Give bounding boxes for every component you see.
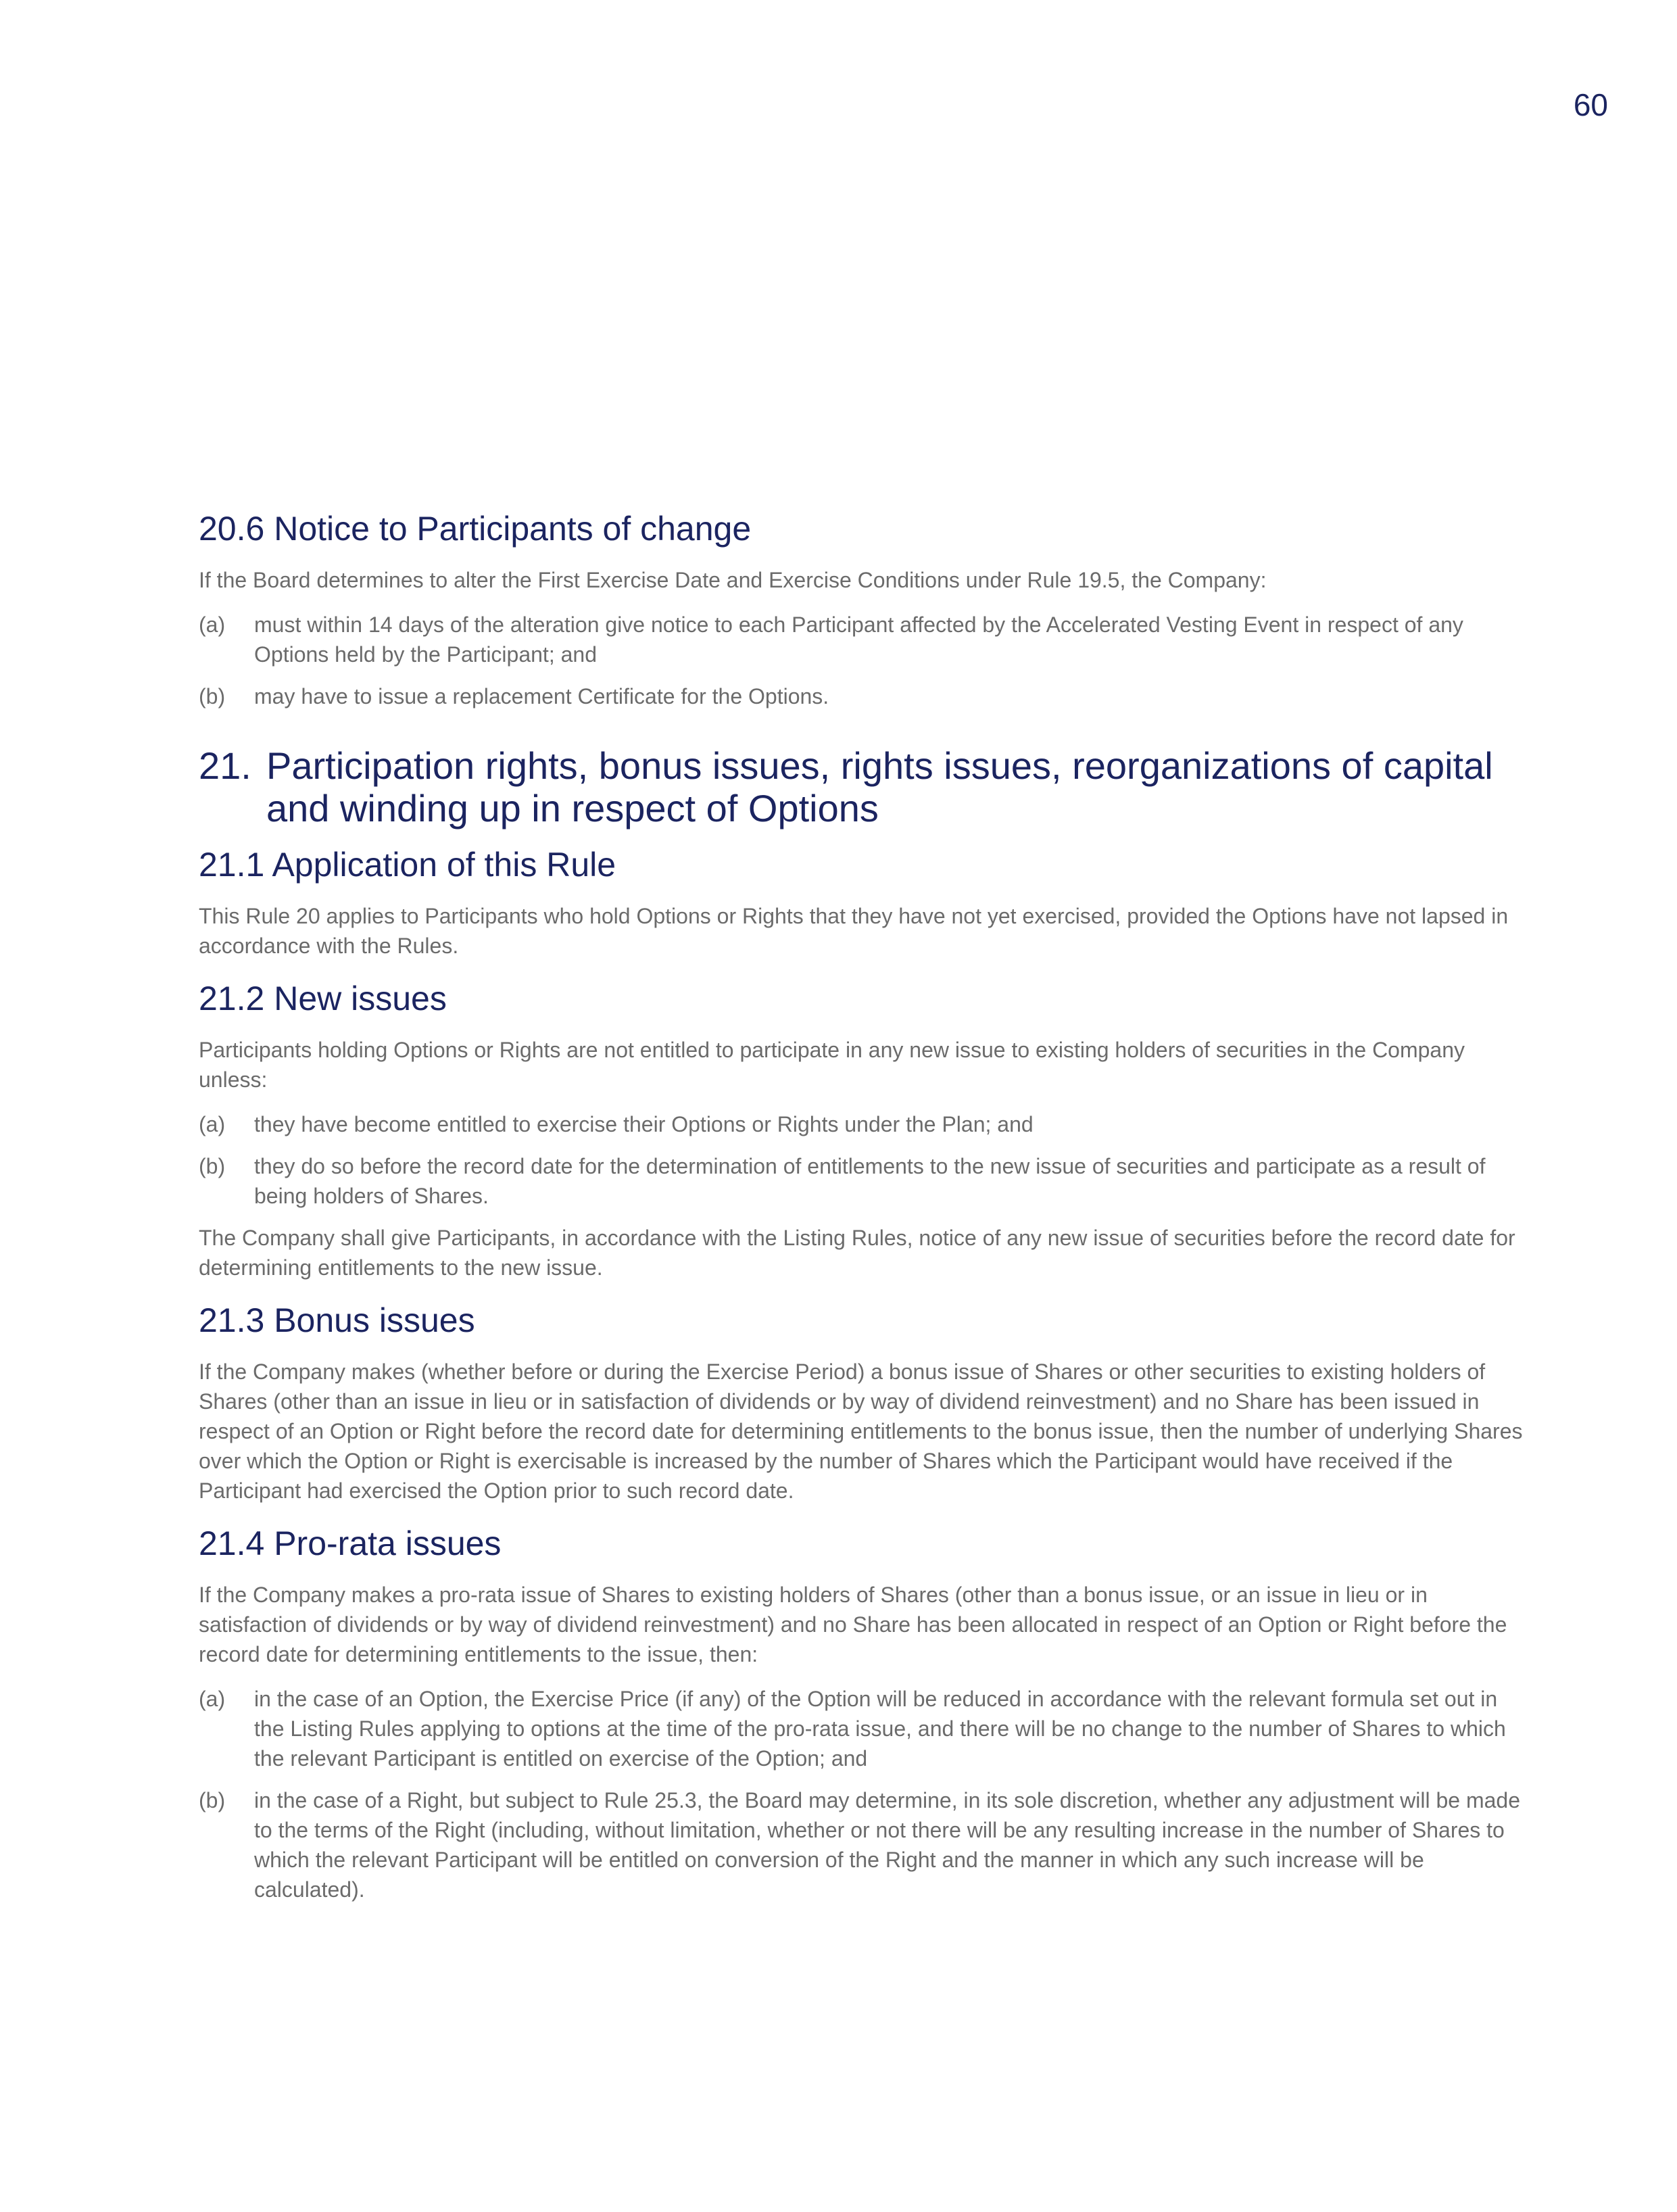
section-heading: 21.4 Pro-rata issues bbox=[199, 1524, 502, 1563]
list-item-text: in the case of a Right, but subject to Rule 25.3, the Board may determine, in its sole discretion, whether any adjustment will be made to the terms of the Right (including, without limitation, whether or not there will be any resulting increase in the number of Shares to which the relevant Participant will be entitled on conversion of the Right and the manner in which any such increase will be calculated). bbox=[254, 1788, 1520, 1902]
list-item-label: (a) bbox=[199, 1112, 226, 1137]
section-heading: 21.2 New issues bbox=[199, 980, 447, 1018]
paragraph: If the Board determines to alter the First Exercise Date and Exercise Conditions under Rule 19.5, the Company: bbox=[199, 568, 1267, 592]
section-21-2 bbox=[199, 978, 1524, 1282]
list-item bbox=[199, 1151, 1524, 1211]
list-item-text: in the case of an Option, the Exercise Price (if any) of the Option will be reduced in accordance with the relevant formula set out in the Listing Rules applying to options at the time of the pro-rata issue, and there will be no change to the number of Shares to which the relevant Participant is entitled on exercise of the Option; and bbox=[254, 1687, 1506, 1771]
section-21-3 bbox=[199, 1300, 1524, 1506]
list-item-label: (a) bbox=[199, 612, 226, 637]
paragraph: Participants holding Options or Rights are not entitled to participate in any new issue to existing holders of securities in the Company unless: bbox=[199, 1038, 1465, 1092]
list-item-text: they have become entitled to exercise their Options or Rights under the Plan; and bbox=[254, 1112, 1034, 1137]
list-item-label: (a) bbox=[199, 1687, 226, 1712]
section-heading: 21.3 Bonus issues bbox=[199, 1301, 475, 1340]
chapter-number: 21. bbox=[199, 744, 251, 787]
list-item-label: (b) bbox=[199, 684, 226, 708]
list bbox=[199, 610, 1524, 711]
section-heading: 20.6 Notice to Participants of change bbox=[199, 510, 752, 548]
list-item-text: they do so before the record date for the determination of entitlements to the new issue of securities and participate as a result of being holders of Shares. bbox=[254, 1154, 1486, 1209]
page-number: 60 bbox=[1573, 87, 1608, 122]
chapter-heading bbox=[199, 745, 1524, 830]
list-item bbox=[199, 1785, 1524, 1904]
section-heading: 21.1 Application of this Rule bbox=[199, 846, 616, 884]
paragraph: The Company shall give Participants, in accordance with the Listing Rules, notice of any new issue of securities before the record date for determining entitlements to the new issue. bbox=[199, 1226, 1515, 1280]
list bbox=[199, 1109, 1524, 1211]
list-item-label: (b) bbox=[199, 1788, 226, 1813]
list-item bbox=[199, 610, 1524, 669]
paragraph: If the Company makes a pro-rata issue of Shares to existing holders of Shares (other than a bonus issue, or an issue in lieu or in satisfaction of dividends or by way of dividend reinvestment) and no Share has been allocated in respect of an Option or Right before the record date for determining entitlements to the issue, then: bbox=[199, 1583, 1507, 1667]
document-body bbox=[199, 508, 1524, 1938]
list-item-text: may have to issue a replacement Certificate for the Options. bbox=[254, 684, 829, 708]
paragraph: If the Company makes (whether before or during the Exercise Period) a bonus issue of Shares or other securities to existing holders of Shares (other than an issue in lieu or in satisfaction of dividends or by way of dividend reinvestment) and no Share has been issued in respect of an Option or Right before the record date for determining entitlements to the bonus issue, then the number of underlying Shares over which the Option or Right is exercisable is increased by the number of Shares which the Participant would have received if the Participant had exercised the Option prior to such record date. bbox=[199, 1360, 1523, 1504]
list-item-text: must within 14 days of the alteration give notice to each Participant affected by the Accelerated Vesting Event in respect of any Options held by the Participant; and bbox=[254, 612, 1463, 667]
list-item-label: (b) bbox=[199, 1154, 226, 1179]
list-item bbox=[199, 1684, 1524, 1773]
paragraph: This Rule 20 applies to Participants who hold Options or Rights that they have not yet exercised, provided the Options have not lapsed in accordance with the Rules. bbox=[199, 904, 1509, 959]
section-21-4 bbox=[199, 1523, 1524, 1904]
section-21-1 bbox=[199, 844, 1524, 961]
section-20-6 bbox=[199, 508, 1524, 711]
list-item bbox=[199, 681, 1524, 711]
list bbox=[199, 1684, 1524, 1904]
chapter-title: Participation rights, bonus issues, rights issues, reorganizations of capital and winding up in respect of Options bbox=[266, 744, 1493, 830]
list-item bbox=[199, 1109, 1524, 1139]
